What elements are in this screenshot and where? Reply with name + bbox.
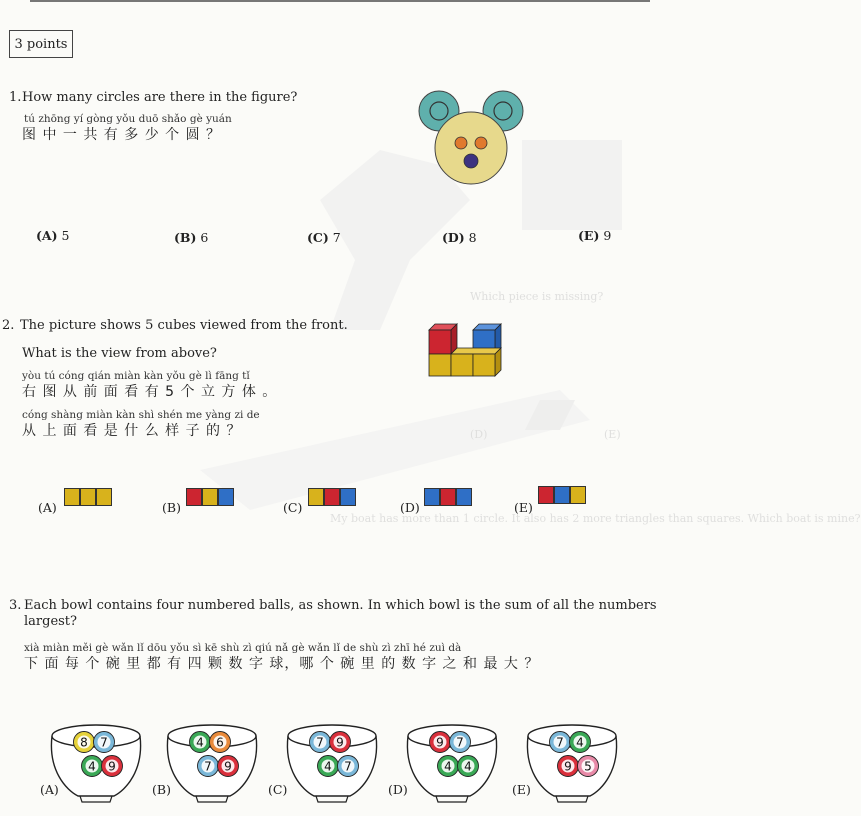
left-ear-inner-circle <box>430 102 448 120</box>
strip-a-cell-1 <box>64 488 80 506</box>
bowl-a[interactable] <box>40 725 141 802</box>
face-circle <box>435 112 507 184</box>
nose-circle <box>464 154 478 168</box>
q3-bowls <box>0 710 688 816</box>
q1-option-d-label: (D) <box>442 230 465 245</box>
ball-a-2-number: 7 <box>100 735 108 750</box>
ball-e-1-number: 7 <box>556 735 564 750</box>
cube-row-top <box>451 348 501 354</box>
q2-option-e-label[interactable]: (E) <box>514 500 533 515</box>
bowl-b-foot <box>196 796 228 802</box>
strip-c-cell-2 <box>324 488 340 506</box>
strip-b-cell-2 <box>202 488 218 506</box>
q3-text-line-1: Each bowl contains four numbered balls, as shown. In which bowl is the sum of all the numbers <box>24 598 657 613</box>
q2-chinese-2: 从 上 面 看 是 什 么 样 子 的 ？ <box>22 423 242 439</box>
ball-c-4-number: 7 <box>344 759 352 774</box>
bowl-c-label: (C) <box>268 782 288 797</box>
ball-e-4-number: 5 <box>584 759 592 774</box>
q1-option-e-value: 9 <box>603 228 612 243</box>
q1-option-c-value: 7 <box>332 230 341 245</box>
strip-b-cell-3 <box>218 488 234 506</box>
q2-chinese-1: 右 图 从 前 面 看 有 5 个 立 方 体 。 <box>22 384 278 400</box>
strip-c-cell-3 <box>340 488 356 506</box>
ball-d-1-number: 9 <box>436 735 444 750</box>
q2-text: The picture shows 5 cubes viewed from the front. <box>20 318 348 333</box>
q2-option-b-strip[interactable] <box>186 488 234 506</box>
cube-yellow-front-2 <box>451 354 473 376</box>
q3-chinese: 下 面 每 个 碗 里 都 有 四 颗 数 字 球，哪 个 碗 里 的 数 字 之 和 最 大 ？ <box>24 656 540 672</box>
q2-question: What is the view from above? <box>22 346 217 361</box>
q2-option-d-label[interactable]: (D) <box>400 500 420 515</box>
q2-option-b-label[interactable]: (B) <box>162 500 181 515</box>
q2-option-c-strip[interactable] <box>308 488 356 506</box>
ball-a-1-number: 8 <box>80 735 88 750</box>
bowl-b-label: (B) <box>152 782 171 797</box>
q1-option-e[interactable] <box>578 228 611 243</box>
bleed-square-shape <box>522 140 622 230</box>
ball-e-2-number: 4 <box>576 735 584 750</box>
bleed-band-shape <box>200 390 590 510</box>
ball-c-1-number: 7 <box>316 735 324 750</box>
strip-d-cell-3 <box>456 488 472 506</box>
cube-red-back <box>429 330 451 354</box>
ball-b-4-number: 9 <box>224 759 232 774</box>
q2-pinyin-1: yòu tú cóng qián miàn kàn yǒu gè lì fāng tǐ <box>22 370 250 382</box>
bowl-e-foot <box>556 796 588 802</box>
bleed-opt-e: (E) <box>604 428 621 441</box>
bowl-e-label: (E) <box>512 782 531 797</box>
q1-chinese: 图 中 一 共 有 多 少 个 圆 ？ <box>22 127 222 143</box>
q3-pinyin: xià miàn měi gè wǎn lǐ dōu yǒu sì kē shù zì qiú nǎ gè wǎn lǐ de shù zì zhī hé zuì dà <box>24 642 462 654</box>
q1-option-e-label: (E) <box>578 228 600 243</box>
ball-e-3-number: 9 <box>564 759 572 774</box>
q3-number: 3. <box>9 598 22 613</box>
strip-e-cell-1 <box>538 486 554 504</box>
q2-option-e-strip[interactable] <box>538 486 586 504</box>
ball-c-3-number: 4 <box>324 759 332 774</box>
bowl-b[interactable] <box>152 725 257 802</box>
right-ear-inner-circle <box>494 102 512 120</box>
bleed-opt-d: (D) <box>470 428 488 441</box>
bleed-text-2: My boat has more than 1 circle. It also has 2 more triangles than squares. Which boat is mine? <box>330 512 861 525</box>
ball-a-3-number: 4 <box>88 759 96 774</box>
q3-text-line-2: largest? <box>24 614 78 629</box>
bowl-a-foot <box>80 796 112 802</box>
q2-option-a-strip[interactable] <box>64 488 112 506</box>
q1-option-c[interactable] <box>307 230 341 245</box>
bowl-a-label: (A) <box>40 782 59 797</box>
ball-d-4-number: 4 <box>464 759 472 774</box>
bowl-d-foot <box>436 796 468 802</box>
bowl-c[interactable] <box>268 725 377 802</box>
q1-text: How many circles are there in the figure? <box>22 90 298 105</box>
q1-option-b-label: (B) <box>174 230 197 245</box>
q2-option-d-strip[interactable] <box>424 488 472 506</box>
cube-yellow-front-3 <box>473 354 495 376</box>
q1-option-a-value: 5 <box>61 228 70 243</box>
q2-number: 2. <box>2 318 15 333</box>
ball-b-3-number: 7 <box>204 759 212 774</box>
bowl-c-foot <box>316 796 348 802</box>
q1-option-d-value: 8 <box>468 230 477 245</box>
left-eye-circle <box>455 137 467 149</box>
q1-bear-figure <box>415 86 527 196</box>
ball-b-2-number: 6 <box>216 735 224 750</box>
q1-option-a[interactable] <box>36 228 69 243</box>
ball-d-3-number: 4 <box>444 759 452 774</box>
q2-option-a-label[interactable]: (A) <box>38 500 57 515</box>
ball-b-1-number: 4 <box>196 735 204 750</box>
ball-d-2-number: 7 <box>456 735 464 750</box>
q1-option-d[interactable] <box>442 230 477 245</box>
q1-number: 1. <box>9 90 22 105</box>
bowl-d[interactable] <box>388 725 497 802</box>
points-box: 3 points <box>9 30 73 58</box>
strip-e-cell-2 <box>554 486 570 504</box>
strip-c-cell-1 <box>308 488 324 506</box>
q1-option-a-label: (A) <box>36 228 58 243</box>
strip-d-cell-2 <box>440 488 456 506</box>
bowl-e[interactable] <box>512 725 617 802</box>
q2-option-c-label[interactable]: (C) <box>283 500 303 515</box>
strip-a-cell-2 <box>80 488 96 506</box>
ball-a-4-number: 9 <box>108 759 116 774</box>
strip-a-cell-3 <box>96 488 112 506</box>
q2-cube-figure <box>425 320 505 378</box>
q1-option-c-label: (C) <box>307 230 329 245</box>
q2-pinyin-2: cóng shàng miàn kàn shì shén me yàng zi de <box>22 409 260 421</box>
ball-c-2-number: 9 <box>336 735 344 750</box>
q1-option-b-value: 6 <box>200 230 209 245</box>
cube-yellow-front-1 <box>429 354 451 376</box>
right-eye-circle <box>475 137 487 149</box>
bowl-d-label: (D) <box>388 782 408 797</box>
strip-e-cell-3 <box>570 486 586 504</box>
q1-pinyin: tú zhōng yí gòng yǒu duō shǎo gè yuán <box>24 113 232 125</box>
strip-d-cell-1 <box>424 488 440 506</box>
bleed-text-1: Which piece is missing? <box>470 290 604 303</box>
q1-option-b[interactable] <box>174 230 208 245</box>
strip-b-cell-1 <box>186 488 202 506</box>
